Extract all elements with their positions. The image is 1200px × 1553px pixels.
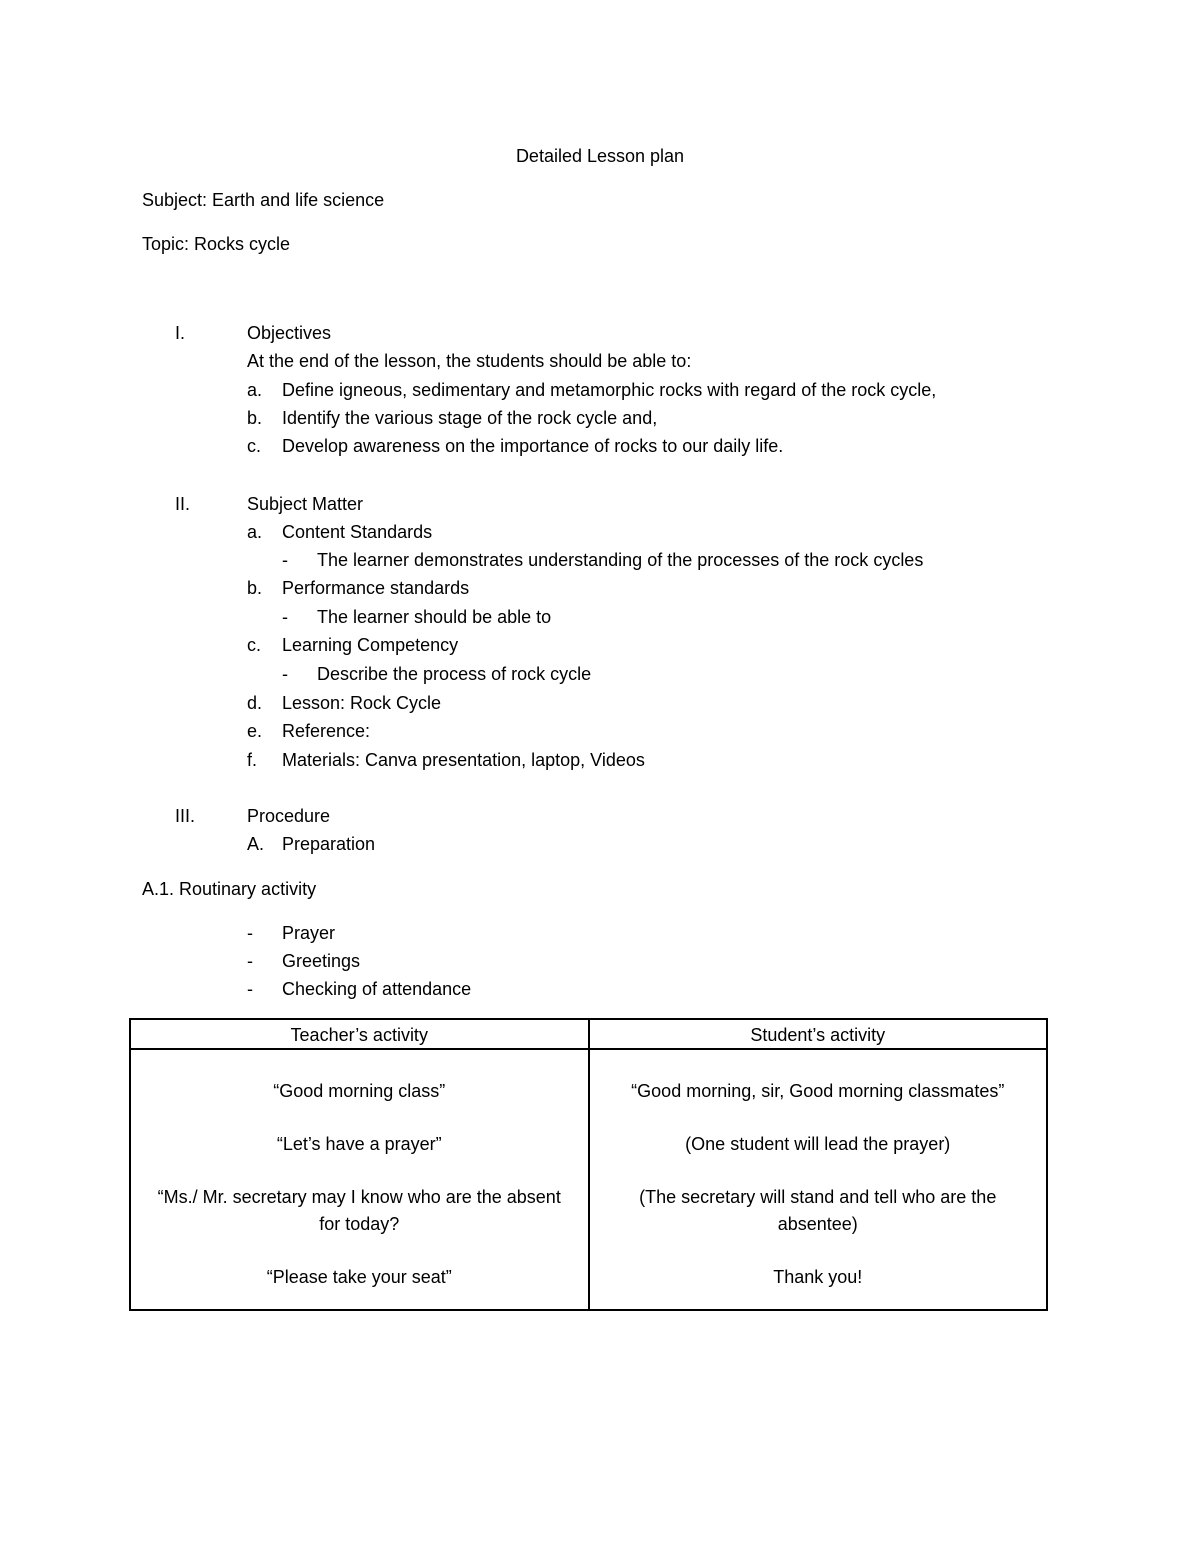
subject-matter-heading: Subject Matter [247, 494, 364, 514]
subject-matter-item: Performance standards [282, 578, 470, 598]
dash-marker: - [247, 923, 253, 943]
subject-matter-item: Lesson: Rock Cycle [282, 693, 442, 713]
objectives-intro: At the end of the lesson, the students should be able to: [247, 351, 692, 371]
routine-item: Prayer [282, 923, 336, 943]
procedure-sub-item: Preparation [282, 834, 376, 854]
student-line: Thank you! [773, 1267, 863, 1287]
objective-item: Define igneous, sedimentary and metamorphic rocks with regard of the rock cycle, [282, 380, 937, 400]
objective-item: Develop awareness on the importance of rocks to our daily life. [282, 436, 784, 456]
dash-marker: - [247, 951, 253, 971]
objective-marker: b. [247, 408, 263, 428]
document-title: Detailed Lesson plan [515, 146, 685, 166]
dash-marker: - [282, 607, 288, 627]
dash-marker: - [247, 979, 253, 999]
subject-matter-numeral: II. [175, 494, 191, 514]
dash-marker: - [282, 550, 288, 570]
objective-marker: c. [247, 436, 262, 456]
teacher-line: “Please take your seat” [266, 1267, 452, 1287]
subject-matter-marker: c. [247, 635, 262, 655]
student-line: (The secretary will stand and tell who are the absentee) [639, 1187, 997, 1234]
subject-matter-item: Learning Competency [282, 635, 459, 655]
dash-marker: - [282, 664, 288, 684]
subject-matter-item: Materials: Canva presentation, laptop, Videos [282, 750, 645, 770]
procedure-sub-marker: A. [247, 834, 265, 854]
objectives-numeral: I. [175, 323, 186, 343]
subject-matter-subitem: The learner demonstrates understanding of the processes of the rock cycles [317, 550, 924, 570]
activity-table [129, 1018, 1048, 1311]
student-activity-cell [589, 1049, 1048, 1310]
procedure-heading: Procedure [247, 806, 331, 826]
procedure-numeral: III. [175, 806, 196, 826]
subject-matter-marker: b. [247, 578, 263, 598]
teacher-line: “Let’s have a prayer” [276, 1134, 442, 1154]
routine-heading: A.1. Routinary activity [142, 879, 317, 899]
subject-line: Subject: Earth and life science [142, 190, 385, 210]
objectives-heading: Objectives [247, 323, 332, 343]
subject-matter-subitem: The learner should be able to [317, 607, 552, 627]
teacher-activity-header: Teacher’s activity [130, 1019, 589, 1049]
subject-matter-subitem: Describe the process of rock cycle [317, 664, 592, 684]
student-activity-header: Student’s activity [589, 1019, 1048, 1049]
objective-item: Identify the various stage of the rock cycle and, [282, 408, 658, 428]
teacher-line: “Ms./ Mr. secretary may I know who are the absent for today? [157, 1187, 561, 1234]
student-line: (One student will lead the prayer) [685, 1134, 951, 1154]
subject-matter-item: Content Standards [282, 522, 433, 542]
topic-line: Topic: Rocks cycle [142, 234, 291, 254]
table-row [130, 1049, 1047, 1310]
subject-matter-marker: a. [247, 522, 263, 542]
subject-matter-item: Reference: [282, 721, 371, 741]
teacher-activity-cell [130, 1049, 589, 1310]
routine-item: Checking of attendance [282, 979, 472, 999]
teacher-line: “Good morning class” [273, 1081, 446, 1101]
subject-matter-marker: f. [247, 750, 258, 770]
objective-marker: a. [247, 380, 263, 400]
student-line: “Good morning, sir, Good morning classmates” [631, 1081, 1005, 1101]
subject-matter-marker: e. [247, 721, 263, 741]
table-header-row [130, 1019, 1047, 1049]
routine-item: Greetings [282, 951, 361, 971]
subject-matter-marker: d. [247, 693, 263, 713]
